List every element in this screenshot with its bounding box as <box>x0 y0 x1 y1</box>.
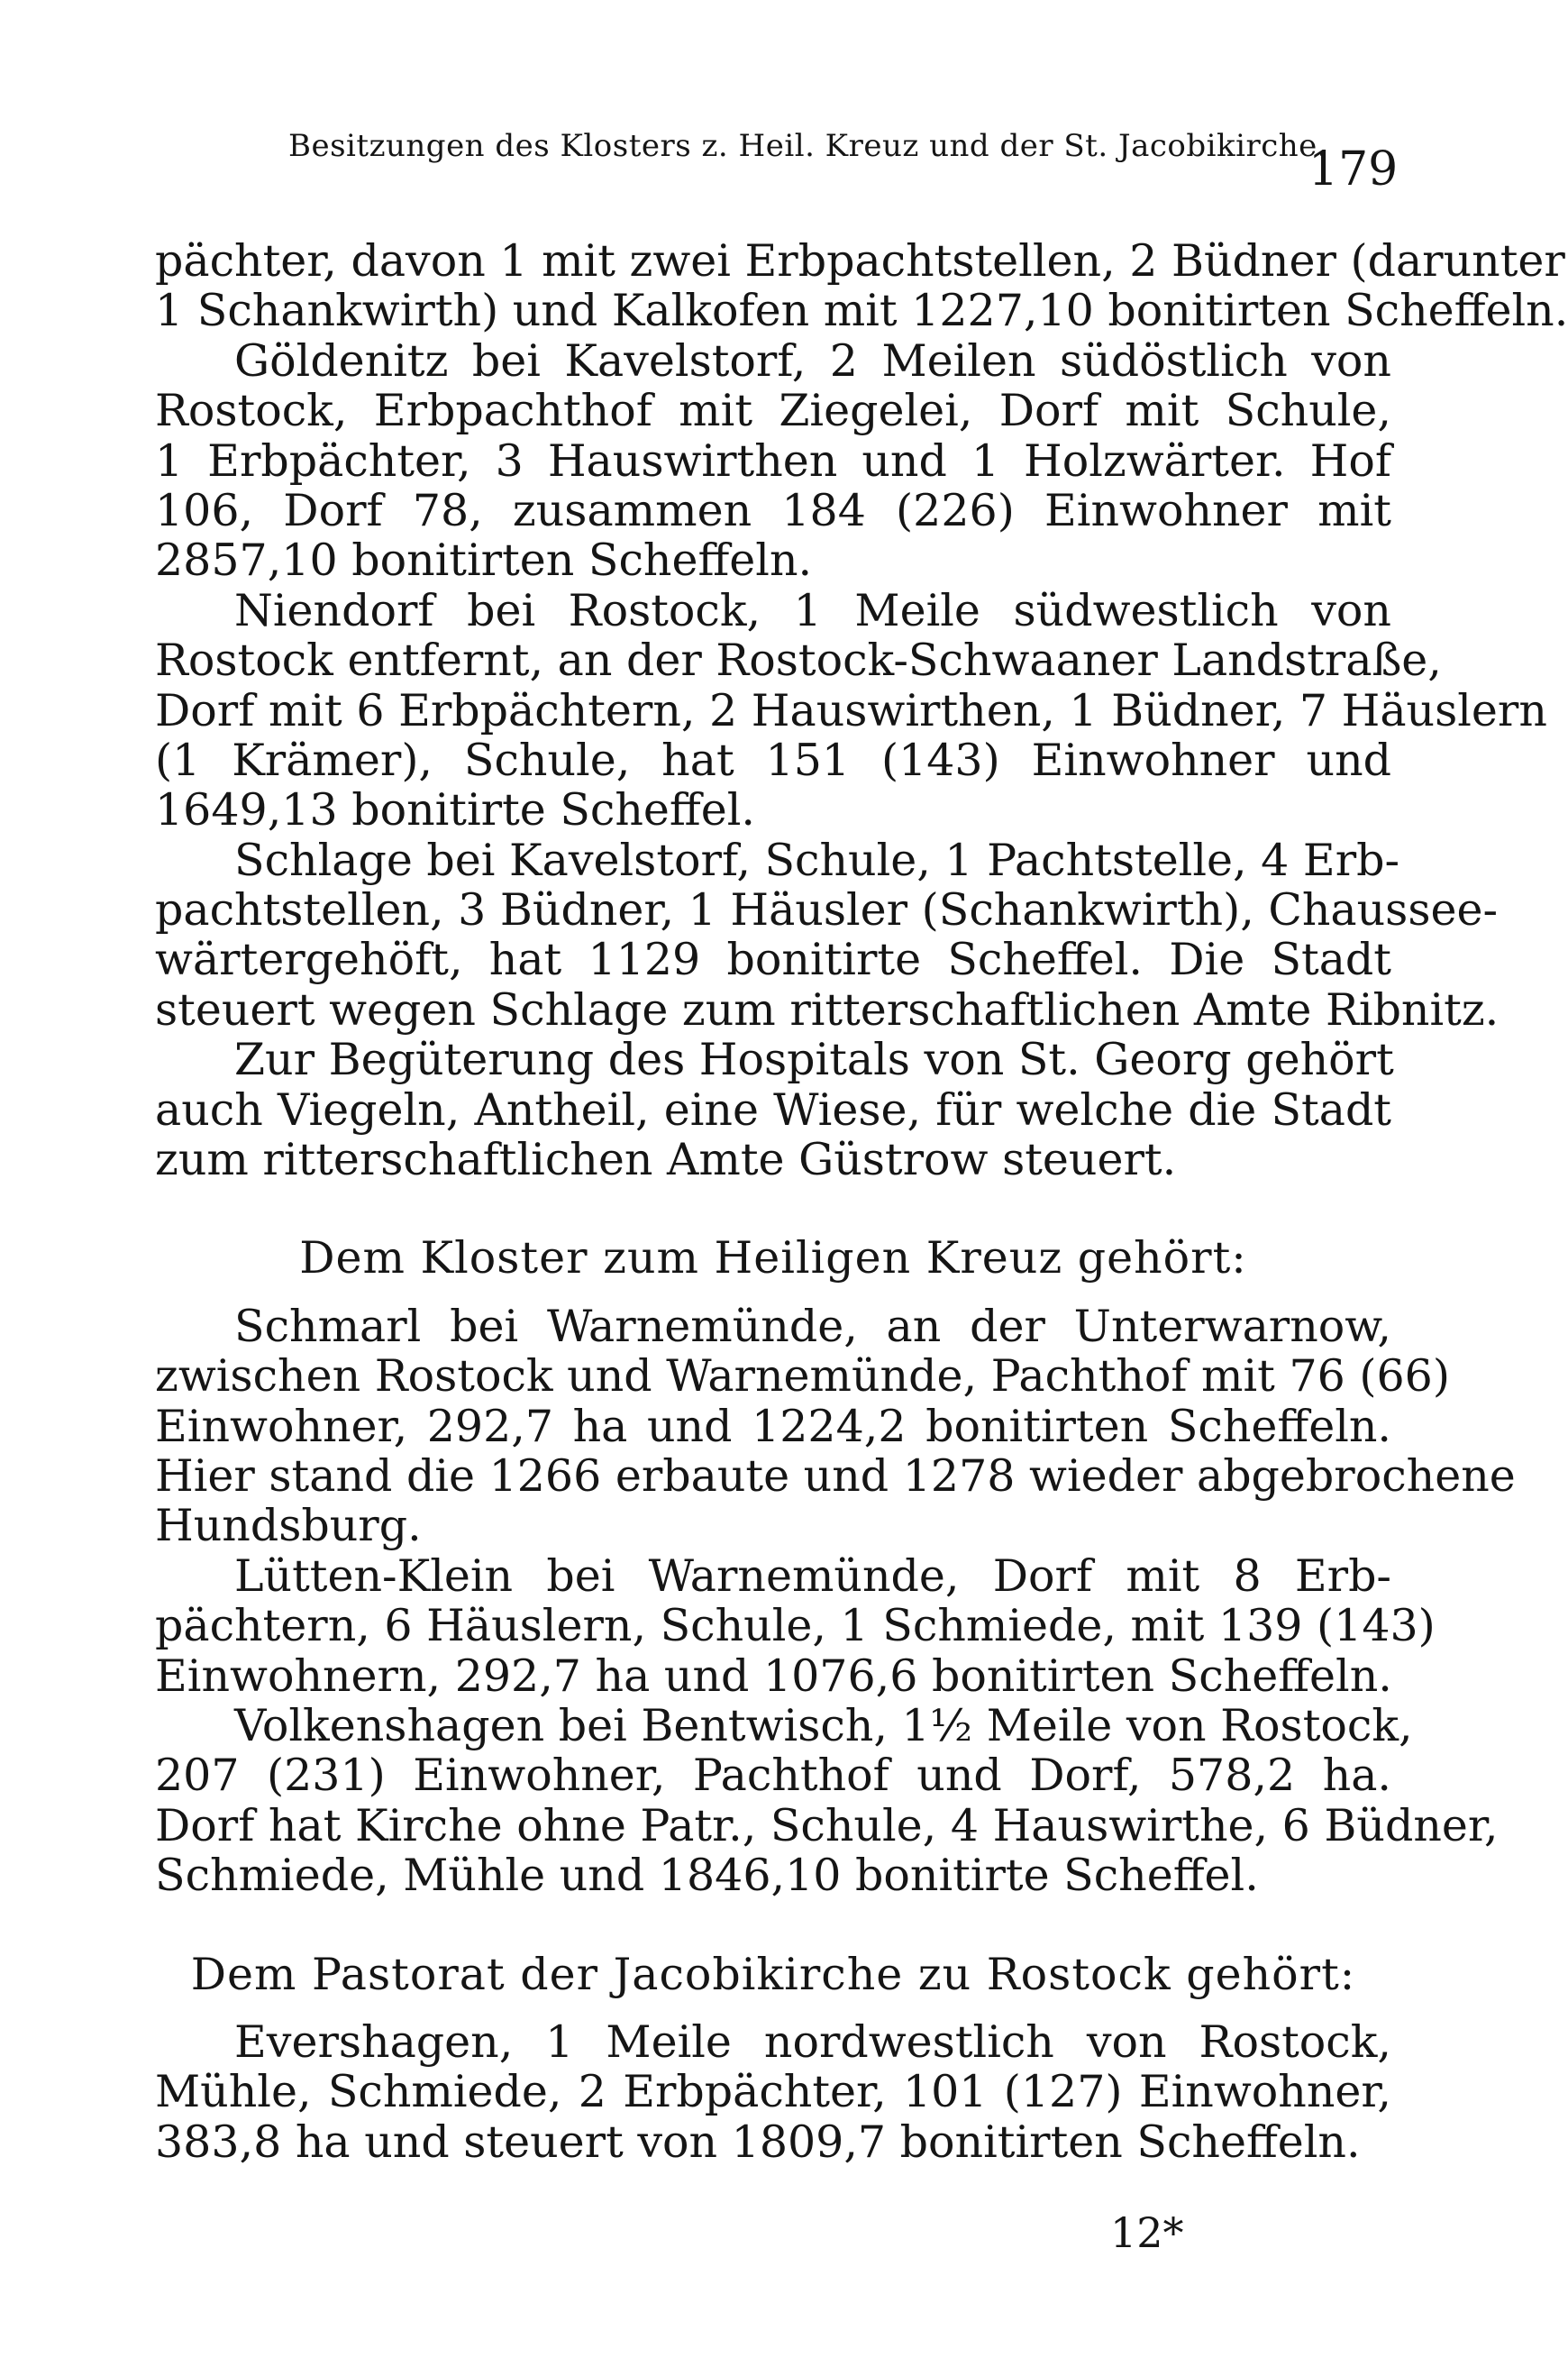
text-line: 1 Erbpächter, 3 Hauswirthen und 1 Holzwärter. Hof <box>155 434 1391 487</box>
signature-mark: 12* <box>1110 2208 1184 2257</box>
entry-first-line: Evershagen, 1 Meile nordwestlich von Rostock, <box>234 2015 1391 2068</box>
running-header: Besitzungen des Klosters z. Heil. Kreuz und der St. Jacobikirche. <box>288 128 1328 164</box>
text-line: 383,8 ha und steuert von 1809,7 bonitirten Scheffeln. <box>155 2116 1361 2168</box>
text-line: steuert wegen Schlage zum ritterschaftlichen Amte Ribnitz. <box>155 983 1500 1036</box>
text-line: Dorf hat Kirche ohne Patr., Schule, 4 Hauswirthe, 6 Büdner, <box>155 1799 1499 1851</box>
text-line: zum ritterschaftlichen Amte Güstrow steuert. <box>155 1134 1177 1186</box>
text-line: 2857,10 bonitirten Scheffeln. <box>155 535 813 587</box>
spacer <box>155 1999 1391 2017</box>
section-heading: Dem Kloster zum Heiligen Kreuz gehört: <box>299 1232 1247 1284</box>
page-number: 179 <box>1308 142 1399 196</box>
entry-first-line: Schmarl bei Warnemünde, an der Unterwarnow, <box>234 1300 1391 1352</box>
text-line: Mühle, Schmiede, 2 Erbpächter, 101 (127) Einwohner, <box>155 2066 1391 2118</box>
spacer <box>155 1284 1391 1302</box>
entry-first-line: Niendorf bei Rostock, 1 Meile südwestlich von <box>234 584 1391 636</box>
entry-first-line: Lütten-Klein bei Warnemünde, Dorf mit 8 Erb- <box>234 1549 1391 1602</box>
entry-first-line: Schlage bei Kavelstorf, Schule, 1 Pachtstelle, 4 Erb- <box>234 834 1400 886</box>
spacer <box>155 1901 1391 1950</box>
body-text <box>155 235 1568 2168</box>
text-line: wärtergehöft, hat 1129 bonitirte Scheffel. Die Stadt <box>155 934 1391 986</box>
text-line: zwischen Rostock und Warnemünde, Pachthof mit 76 (66) <box>155 1350 1450 1403</box>
text-line: auch Viegeln, Antheil, eine Wiese, für welche die Stadt <box>155 1083 1391 1136</box>
text-line: Rostock, Erbpachthof mit Ziegelei, Dorf mit Schule, <box>155 385 1391 437</box>
text-line: Dorf mit 6 Erbpächtern, 2 Hauswirthen, 1 Büdner, 7 Häuslern <box>155 684 1547 736</box>
entry-first-line: Göldenitz bei Kavelstorf, 2 Meilen südöstlich von <box>234 334 1391 387</box>
text-line: 1649,13 bonitirte Scheffel. <box>155 784 755 836</box>
text-line: (1 Krämer), Schule, hat 151 (143) Einwohner und <box>155 734 1391 786</box>
text-line: 207 (231) Einwohner, Pachthof und Dorf, 578,2 ha. <box>155 1750 1391 1802</box>
text-line: Hundsburg. <box>155 1500 422 1552</box>
spacer <box>155 1184 1391 1233</box>
text-line: Hier stand die 1266 erbaute und 1278 wieder abgebrochene <box>155 1449 1516 1502</box>
entry-first-line: Zur Begüterung des Hospitals von St. Georg gehört <box>234 1034 1394 1086</box>
text-line: pächter, davon 1 mit zwei Erbpachtstellen, 2 Büdner (darunter <box>155 235 1565 287</box>
text-line: 106, Dorf 78, zusammen 184 (226) Einwohner mit <box>155 484 1391 536</box>
entry-first-line: Volkenshagen bei Bentwisch, 1½ Meile von Rostock, <box>234 1699 1413 1751</box>
text-line: Einwohnern, 292,7 ha und 1076,6 bonitirten Scheffeln. <box>155 1650 1392 1702</box>
text-line: 1 Schankwirth) und Kalkofen mit 1227,10 bonitirten Scheffeln. <box>155 285 1568 337</box>
text-line: pächtern, 6 Häuslern, Schule, 1 Schmiede, mit 139 (143) <box>155 1600 1436 1652</box>
text-line: Rostock entfernt, an der Rostock-Schwaaner Landstraße, <box>155 635 1442 687</box>
text-line: pachtstellen, 3 Büdner, 1 Häusler (Schankwirth), Chaussee- <box>155 884 1499 937</box>
section-heading: Dem Pastorat der Jacobikirche zu Rostock gehört: <box>190 1948 1356 2000</box>
text-line: Schmiede, Mühle und 1846,10 bonitirte Scheffel. <box>155 1850 1259 1902</box>
text-line: Einwohner, 292,7 ha und 1224,2 bonitirten Scheffeln. <box>155 1400 1391 1452</box>
